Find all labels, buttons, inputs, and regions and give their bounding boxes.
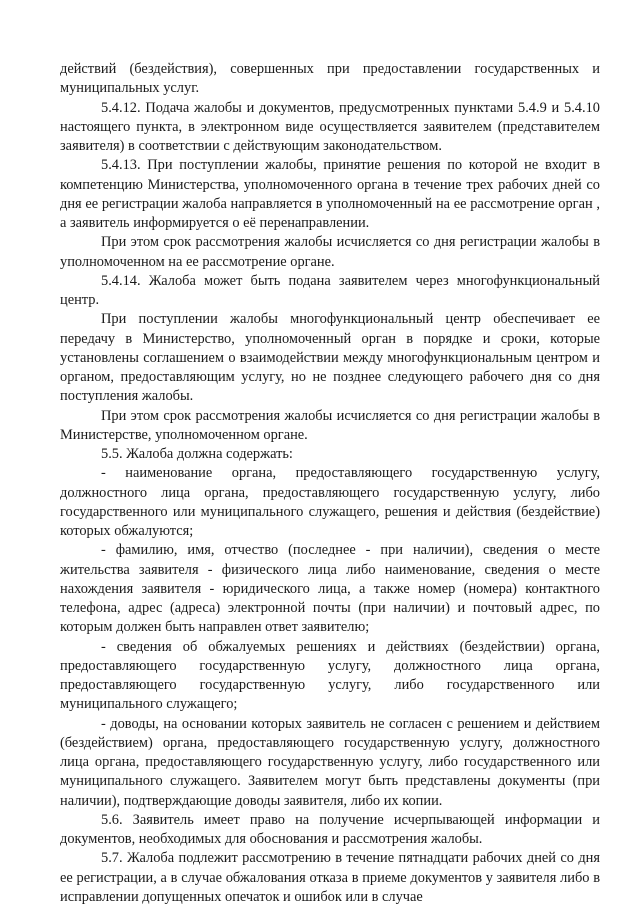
list-item-applicant-details: - фамилию, имя, отчество (последнее - при наличии), сведения о месте жительства заявителя - физического лица либо наименование, сведения о месте нахождения заявителя - юридического лица, а также номер (номера) контактного телефона, адрес (адреса) электронной почты (при наличии) и почтовый адрес, по которым должен быть направлен ответ заявителю; [60,542,600,636]
list-item-appealed-decisions: - сведения об обжалуемых решениях и действиях (бездействии) органа, предоставляющего государственную услугу, должностного лица органа, предоставляющего государственную услугу, либо государственного или муниципального служащего; [60,638,600,713]
paragraph-review-term-1: При этом срок рассмотрения жалобы исчисляется со дня регистрации жалобы в уполномоченном на ее рассмотрение органе. [60,234,600,270]
paragraph-mfc-transfer: При поступлении жалобы многофункциональный центр обеспечивает ее передачу в Министерство, уполномоченный орган в порядке и сроки, которые установлены соглашением о взаимодействии между многофункциональным центром и органом, предоставляющим услугу, но не позднее следующего рабочего дня со дня поступления жалобы. [60,311,600,405]
paragraph-continuation: действий (бездействия), совершенных при предоставлении государственных и муниципальных услуг. [60,61,600,97]
paragraph-review-term-2: При этом срок рассмотрения жалобы исчисляется со дня регистрации жалобы в Министерстве, уполномоченном органе. [60,407,600,443]
paragraph-5-7: 5.7. Жалоба подлежит рассмотрению в течение пятнадцати рабочих дней со дня ее регистрации, а в случае обжалования отказа в приеме документов у заявителя либо в исправлении допущенных опечаток и ошибок или в случае [60,850,600,905]
paragraph-5-4-14: 5.4.14. Жалоба может быть подана заявителем через многофункциональный центр. [60,272,600,308]
paragraph-5-4-13: 5.4.13. При поступлении жалобы, принятие решения по которой не входит в компетенцию Министерства, уполномоченного органа в течение трех рабочих дней со дня ее регистрации жалоба направляется в уполномоченный на ее рассмотрение орган , а заявитель информируется о её перенаправлении. [60,157,600,231]
paragraph-5-6: 5.6. Заявитель имеет право на получение исчерпывающей информации и документов, необходимых для обоснования и рассмотрения жалобы. [60,811,600,847]
list-item-arguments: - доводы, на основании которых заявитель не согласен с решением и действием (бездействием) органа, предоставляющего государственную услугу, должностного лица органа, предоставляющего государственную услугу, либо государственного или муниципального служащего. Заявителем могут быть представлены документы (при наличии), подтверждающие доводы заявителя, либо их копии. [60,715,600,809]
paragraph-5-5: 5.5. Жалоба должна содержать: [101,446,293,462]
document-page [60,60,600,907]
list-item-authority-name: - наименование органа, предоставляющего государственную услугу, должностного лица органа, предоставляющего государственную услугу, либо государственного или муниципального служащего, решения и действия (бездействие) которых обжалуются; [60,465,600,539]
paragraph-5-4-12: 5.4.12. Подача жалобы и документов, предусмотренных пунктами 5.4.9 и 5.4.10 настоящего пункта, в электронном виде осуществляется заявителем (представителем заявителя) в соответствии с действующим законодательством. [60,99,600,154]
